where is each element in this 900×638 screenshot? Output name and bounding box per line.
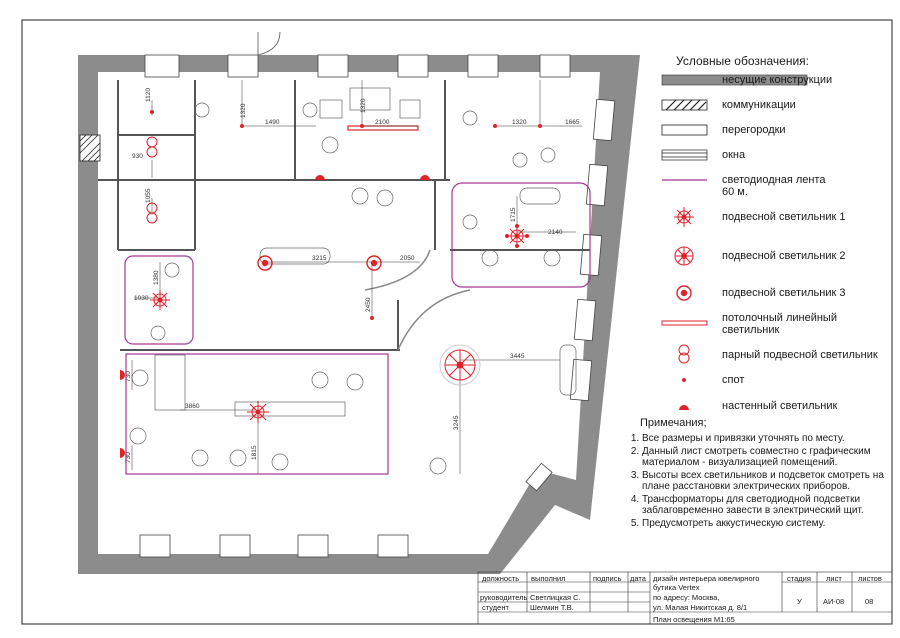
dim-label: 1055 [145,188,152,203]
notes [628,418,898,531]
furniture [130,88,576,474]
legend-title: Условные обозначения: [676,54,809,68]
tb-col-sign: подпись [593,574,622,583]
tb-col-done: выполнил [531,574,566,583]
dim-label: 3860 [185,403,200,410]
dim-label: 730 [125,452,132,463]
tb-name-lead: Светлицкая С. [530,593,581,602]
dim-label: 3245 [453,415,460,430]
note-item: 1. Все размеры и привязки уточнять по месту. [642,433,898,444]
tb-col-position: должность [482,574,520,583]
legend-label-spot: спот [722,374,745,386]
tb-role-lead: руководитель [480,593,528,602]
legend-label-comm: коммуникации [722,99,796,111]
legend-pendant1 [674,207,694,227]
communications [80,135,100,161]
legend-label-linear: потолочный линейный светильник [722,312,837,336]
pendant-light-1 [506,225,529,248]
tb-role-student: студент [482,603,509,612]
dim-label: 2050 [400,255,415,262]
note-item: 2. Данный лист смотреть совместно с графическим материалом - визуализацией помещений. [642,446,898,468]
tb-h-stage: стадия [787,574,811,583]
dim-label: 930 [132,153,143,160]
legend-spot [682,378,686,382]
tb-sheet: АИ-08 [823,597,845,606]
dim-label: 1120 [145,88,152,102]
note-item: 3. Высоты всех светильников и подсветок смотреть на плане расстановки электрических приборов. [642,470,898,492]
legend-label-pendant2: подвесной светильник 2 [722,250,846,262]
legend-label-window: окна [722,149,746,161]
notes-title: Примечания; [640,417,707,429]
legend-label-pair: парный подвесной светильник [722,349,878,361]
dim-label: 2450 [365,297,372,312]
dim-label: 2140 [548,229,563,236]
dim-label: 1320 [240,103,247,118]
tb-h-sheet: лист [826,574,842,583]
dim-label: 3215 [312,255,327,262]
dim-label: 2100 [375,119,390,126]
legend-label-partition: перегородки [722,124,786,136]
tb-h-sheets: листов [858,574,882,583]
dim-label: 3445 [510,353,525,360]
entrance-door [258,32,280,55]
legend-pendant2 [675,247,693,265]
legend-label-bearing: несущие конструкции [722,74,833,86]
dim-label: 1715 [510,207,517,222]
tb-address-1: по адресу: Москва, [653,593,720,602]
legend-wall [679,405,689,410]
dimension-lines [132,80,582,474]
tb-address-2: ул. Малая Никитская д. 8/1 [653,603,748,612]
legend-partition-swatch [662,125,707,135]
dim-label: 730 [125,371,132,382]
wall-lights [120,175,430,458]
bearing-walls [78,55,640,574]
dim-label: 1490 [265,119,280,126]
note-item: 5. Предусмотреть аккустическую систему. [642,518,898,529]
tb-project: дизайн интерьера ювелирного бутика Vertex [653,574,760,592]
dim-label: 1665 [565,119,580,126]
legend-window-swatch [662,150,707,160]
spots [150,110,542,320]
note-item: 4. Трансформаторы для светодиодной подсветки заблаговременно завести в электрический щит. [642,494,898,516]
linear-ceiling-light [348,126,418,130]
dim-label: 1815 [251,445,258,460]
pendant-light-1 [150,290,170,310]
legend-label-led: светодиодная лента 60 м. [722,174,826,198]
tb-col-date: дата [630,574,646,583]
legend-label-pendant1: подвесной светильник 1 [722,211,846,223]
legend-label-wall: настенный светильник [722,400,838,412]
legend-linear-swatch [662,321,707,325]
pendant-light-2 [440,345,480,385]
tb-stage: У [797,597,802,606]
dim-label: 1320 [360,98,367,113]
tb-sheets: 08 [865,597,874,606]
pendant-light-1 [247,401,269,423]
dim-label: 1380 [153,270,160,285]
dim-label: 1030 [134,295,149,302]
legend-pendant3 [677,286,691,300]
tb-sheet-title: План освещения М1:65 [653,615,735,624]
legend-label-pendant3: подвесной светильник 3 [722,287,846,299]
dim-label: 1320 [512,119,527,126]
tb-name-student: Шелмин Т.В. [530,603,574,612]
legend-pair [679,345,689,363]
